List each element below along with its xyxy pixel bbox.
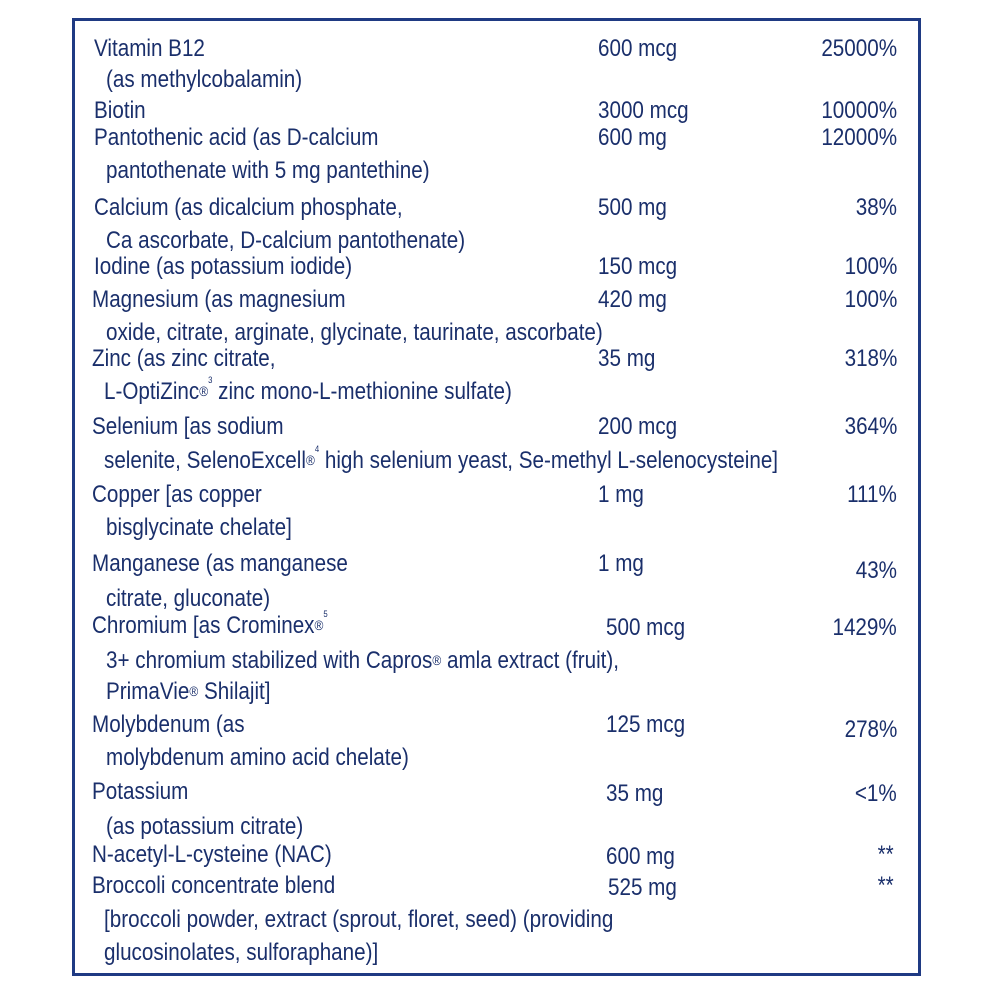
- nutrient-daily-value: 25000%: [821, 35, 897, 62]
- nutrient-name: Magnesium (as magnesium: [92, 286, 346, 313]
- nutrient-name: Calcium (as dicalcium phosphate,: [94, 194, 403, 221]
- nutrient-source-line: [106, 647, 619, 675]
- nutrient-amount: 600 mg: [598, 124, 667, 151]
- source-text: Shilajit]: [198, 678, 271, 705]
- footnote-marker: 4: [314, 444, 320, 454]
- nutrient-daily-value: 278%: [844, 716, 897, 743]
- nutrient-source-line: pantothenate with 5 mg pantethine): [106, 157, 430, 184]
- nutrient-name: [92, 609, 328, 640]
- nutrient-amount: 35 mg: [598, 345, 656, 372]
- nutrient-amount: 600 mcg: [598, 35, 678, 62]
- registered-mark: ®: [199, 383, 209, 399]
- nutrient-daily-value: 100%: [844, 286, 897, 313]
- nutrient-name: Potassium: [92, 778, 189, 805]
- nutrient-daily-value: 12000%: [821, 124, 897, 151]
- nutrient-amount: 525 mg: [608, 874, 677, 901]
- registered-mark: ®: [314, 617, 324, 633]
- nutrient-amount: 500 mcg: [606, 614, 686, 641]
- nutrient-daily-value: **: [877, 841, 894, 868]
- source-text: 3+ chromium stabilized with Capros: [106, 647, 433, 674]
- nutrient-daily-value: 1429%: [832, 614, 897, 641]
- nutrient-name: Zinc (as zinc citrate,: [92, 345, 276, 372]
- footnote-marker: 5: [323, 609, 328, 619]
- source-text: high selenium yeast, Se-methyl L-selenocysteine]: [319, 447, 779, 474]
- nutrient-amount: 125 mcg: [606, 711, 686, 738]
- nutrient-daily-value: 318%: [844, 345, 897, 372]
- registered-mark: ®: [432, 652, 442, 668]
- nutrient-amount: 35 mg: [606, 780, 664, 807]
- nutrient-source-line: (as methylcobalamin): [106, 66, 303, 93]
- nutrient-source-line: [104, 375, 512, 406]
- source-text: zinc mono-L-methionine sulfate): [212, 378, 512, 405]
- nutrient-daily-value: 100%: [844, 253, 897, 280]
- nutrient-amount: 500 mg: [598, 194, 667, 221]
- source-text: selenite, SelenoExcell: [104, 447, 306, 474]
- nutrient-source-line: oxide, citrate, arginate, glycinate, taurinate, ascorbate): [106, 319, 603, 346]
- nutrient-amount: 150 mcg: [598, 253, 678, 280]
- source-text: L-OptiZinc: [104, 378, 200, 405]
- nutrient-source-line: molybdenum amino acid chelate): [106, 744, 409, 771]
- registered-mark: ®: [189, 683, 199, 699]
- nutrient-name: N-acetyl-L-cysteine (NAC): [92, 841, 332, 868]
- nutrient-name: Broccoli concentrate blend: [92, 872, 336, 899]
- nutrient-source-line: [broccoli powder, extract (sprout, floret, seed) (providing: [104, 906, 614, 933]
- source-text: Chromium [as Crominex: [92, 612, 315, 639]
- nutrient-name: Biotin: [94, 97, 146, 124]
- nutrient-name: Molybdenum (as: [92, 711, 245, 738]
- nutrient-daily-value: 38%: [855, 194, 897, 221]
- nutrient-source-line: (as potassium citrate): [106, 813, 304, 840]
- nutrient-source-line: Ca ascorbate, D-calcium pantothenate): [106, 227, 466, 254]
- nutrient-amount: 3000 mcg: [598, 97, 689, 124]
- source-text: amla extract (fruit),: [441, 647, 620, 674]
- nutrient-daily-value: 111%: [847, 481, 897, 508]
- registered-mark: ®: [305, 452, 315, 468]
- nutrient-amount: 420 mg: [598, 286, 667, 313]
- nutrient-daily-value: 10000%: [821, 97, 897, 124]
- nutrient-amount: 1 mg: [598, 481, 644, 508]
- nutrient-name: Selenium [as sodium: [92, 413, 284, 440]
- nutrient-daily-value: **: [877, 872, 894, 899]
- nutrient-daily-value: 43%: [855, 557, 897, 584]
- nutrient-amount: 1 mg: [598, 550, 644, 577]
- nutrient-amount: 200 mcg: [598, 413, 678, 440]
- nutrient-name: Copper [as copper: [92, 481, 262, 508]
- nutrient-name: Vitamin B12: [94, 35, 205, 62]
- nutrient-source-line: citrate, gluconate): [106, 585, 271, 612]
- nutrient-source-line: [104, 444, 779, 475]
- nutrient-name: Pantothenic acid (as D-calcium: [94, 124, 379, 151]
- nutrient-name: Iodine (as potassium iodide): [94, 253, 353, 280]
- nutrient-daily-value: <1%: [855, 780, 897, 807]
- footnote-marker: 3: [208, 375, 213, 385]
- nutrient-daily-value: 364%: [844, 413, 897, 440]
- nutrient-amount: 600 mg: [606, 843, 675, 870]
- nutrient-source-line: [106, 678, 271, 706]
- nutrient-name: Manganese (as manganese: [92, 550, 348, 577]
- nutrient-source-line: bisglycinate chelate]: [106, 514, 292, 541]
- nutrient-source-line: glucosinolates, sulforaphane)]: [104, 939, 379, 966]
- source-text: PrimaVie: [106, 678, 190, 705]
